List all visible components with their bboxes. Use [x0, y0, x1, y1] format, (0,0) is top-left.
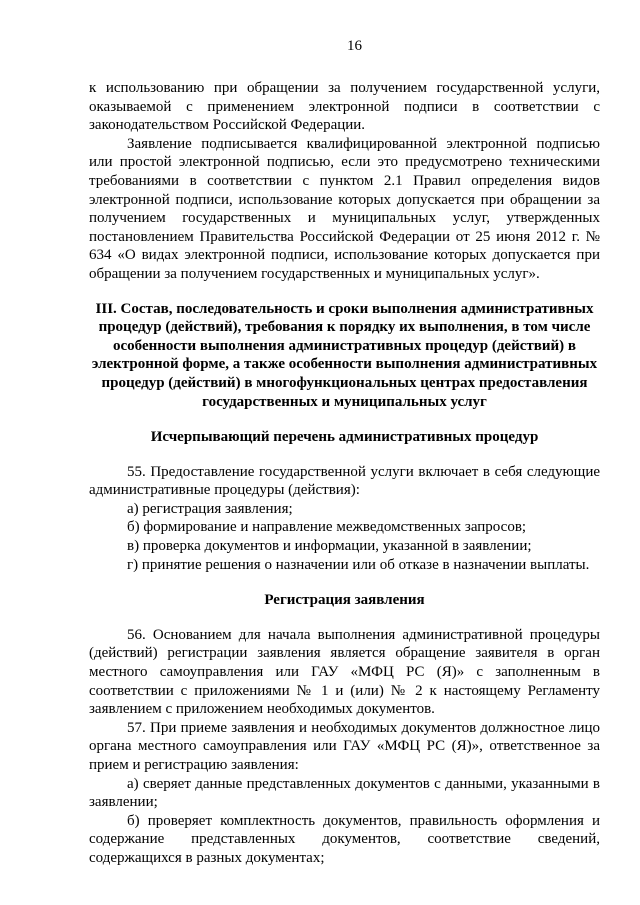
paragraph-signature: Заявление подписывается квалифицированной электронной подписью или простой электронной подписью, если это предусмотрено техническими требованиями в соответствии с пунктом 2.1 Правил определения видов электронной подписи, использование которых допускается при обращении за получением государственных и муниципальных услуг, утвержденных постановлением Правительства Российской Федерации от 25 июня 2012 г. № 634 «О видах электронной подписи, использование которых допускается при обращении за получением государственных и муниципальных услуг». [89, 135, 600, 282]
list-item: г) принятие решения о назначении или об отказе в назначении выплаты. [127, 556, 590, 573]
list-item: а) регистрация заявления; [127, 500, 293, 517]
paragraph-57: 57. При приеме заявления и необходимых документов должностное лицо органа местного самоуправления или ГАУ «МФЦ РС (Я)», ответственное за прием и регистрацию заявления: [89, 719, 600, 773]
list-item: б) формирование и направление межведомственных запросов; [127, 519, 527, 536]
section-heading: III. Состав, последовательность и сроки выполнения административных процедур (действий), требования к порядку их выполнения, в том числе особенности выполнения административных процедур (действий) в электронной форме, а также особенности выполнения административных процедур (действий) в многофункциональных центрах предоставления государственных и муниципальных услуг [91, 300, 598, 410]
list-item: в) проверка документов и информации, указанной в заявлении; [127, 538, 532, 555]
paragraph-56: 56. Основанием для начала выполнения административной процедуры (действий) регистрации заявления является обращение заявителя в орган местного самоуправления или ГАУ «МФЦ РС (Я)» с заполненным в соответствии с приложениями № 1 и (или) № 2 к настоящему Регламенту заявлением с приложением необходимых документов. [89, 626, 600, 718]
page-number: 16 [347, 38, 362, 54]
subheading-procedures-list: Исчерпывающий перечень административных процедур [150, 429, 539, 446]
list-item: б) проверяет комплектность документов, правильность оформления и содержание представленных документов, соответствие сведений, содержащихся в разных документах; [89, 812, 600, 866]
list-item: а) сверяет данные представленных документов с данными, указанными в заявлении; [89, 775, 600, 811]
subheading-registration: Регистрация заявления [264, 592, 425, 609]
paragraph-continuation: к использованию при обращении за получением государственной услуги, оказываемой с применением электронной подписи в соответствии с законодательством Российской Федерации. [89, 80, 600, 134]
paragraph-55: 55. Предоставление государственной услуги включает в себя следующие административные процедуры (действия): [89, 463, 600, 499]
